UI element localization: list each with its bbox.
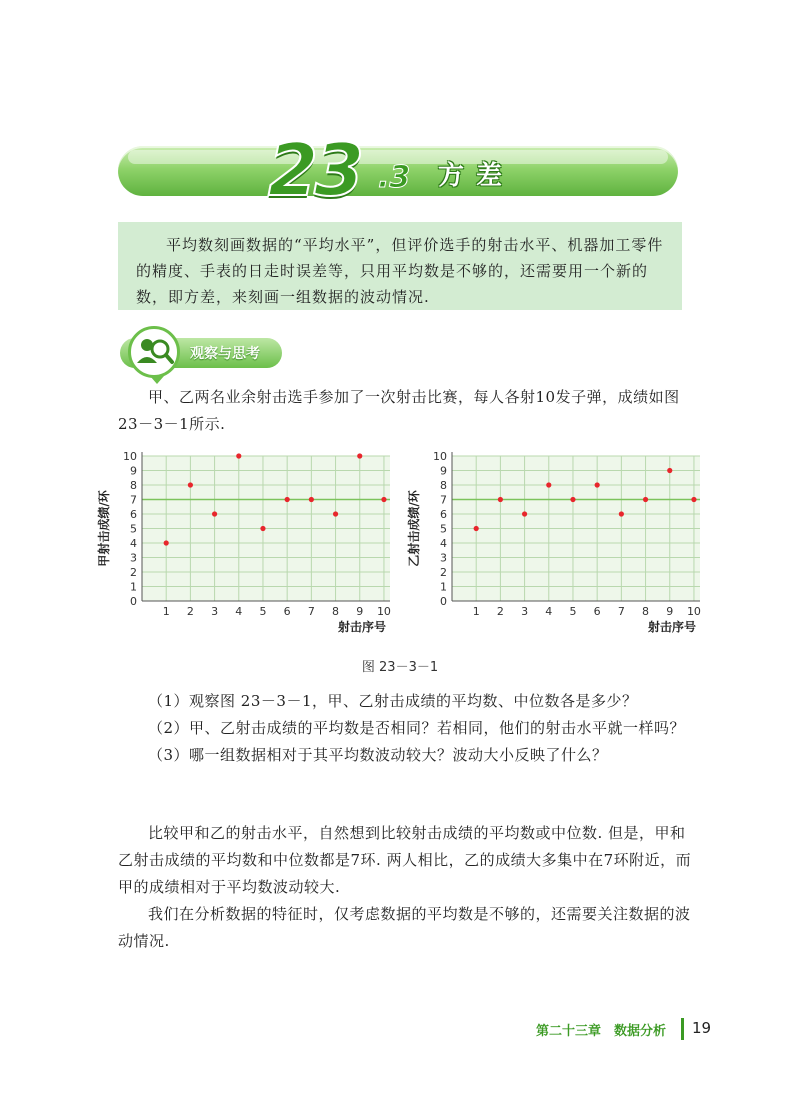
section-subnumber: .3 <box>378 160 411 195</box>
x-tick-label: 5 <box>569 605 577 618</box>
y-tick-label: 9 <box>440 464 447 478</box>
tag-label: 观察与思考 <box>190 346 260 362</box>
problem-paragraph <box>118 384 698 438</box>
body-paragraph-2: 我们在分析数据的特征时，仅考虑数据的平均数是不够的，还需要关注数据的波动情况. <box>118 905 691 950</box>
questions-block <box>118 688 698 769</box>
data-point <box>474 526 479 531</box>
question-2: （2）甲、乙射击成绩的平均数是否相同？若相同，他们的射击水平就一样吗？ <box>148 719 686 737</box>
y-tick-label: 6 <box>130 508 137 521</box>
y-tick-label: 10 <box>433 450 447 463</box>
x-tick-label: 8 <box>642 605 650 618</box>
tag-circle <box>128 326 180 378</box>
data-point <box>357 453 362 458</box>
data-point <box>212 511 217 516</box>
y-tick-label: 2 <box>440 566 447 579</box>
x-tick-label: 8 <box>332 605 340 618</box>
y-axis-label: 甲射击成绩/环 <box>97 490 111 567</box>
y-tick-label: 6 <box>440 508 447 521</box>
footer-divider <box>681 1018 684 1040</box>
intro-text: 平均数刻画数据的“平均水平”，但评价选手的射击水平、机器加工零件的精度、手表的日走时误差等，只用平均数是不够的，还需要用一个新的数，即方差，来刻画一组数据的波动情况. <box>136 236 664 306</box>
magnifier-people-icon <box>131 329 177 375</box>
y-tick-label: 3 <box>130 551 137 565</box>
y-tick-label: 7 <box>130 493 137 507</box>
y-tick-label: 1 <box>440 580 447 594</box>
y-tick-label: 4 <box>440 537 447 550</box>
body-block <box>118 820 698 955</box>
data-point <box>498 497 503 502</box>
x-tick-label: 9 <box>356 605 364 618</box>
tag-arrow-icon <box>150 376 164 384</box>
y-tick-label: 7 <box>440 493 447 507</box>
x-tick-label: 2 <box>496 605 504 618</box>
y-tick-label: 0 <box>130 595 137 608</box>
x-tick-label: 7 <box>307 605 315 618</box>
data-point <box>643 497 648 502</box>
data-point <box>522 511 527 516</box>
chart-yi <box>402 446 714 636</box>
intro-box <box>118 222 682 310</box>
x-tick-label: 3 <box>211 605 219 618</box>
x-axis-label: 射击序号 <box>337 620 386 634</box>
y-tick-label: 4 <box>130 537 137 550</box>
y-tick-label: 0 <box>440 595 447 608</box>
footer-chapter: 第二十三章 数据分析 <box>536 1024 667 1039</box>
body-paragraph-1: 比较甲和乙的射击水平，自然想到比较射击成绩的平均数或中位数. 但是，甲和乙射击成绩的平均数和中位数都是7环. 两人相比，乙的成绩大多集中在7环附近，而甲的成绩相对于平均数波动较大. <box>118 824 692 896</box>
data-point <box>285 497 290 502</box>
data-point <box>164 540 169 545</box>
figure-caption: 图 23－3－1 <box>361 660 439 675</box>
problem-text: 甲、乙两名业余射击选手参加了一次射击比赛，每人各射10发子弹，成绩如图23－3－1所示. <box>118 388 680 433</box>
data-point <box>546 482 551 487</box>
data-point <box>619 511 624 516</box>
y-tick-label: 8 <box>130 479 137 492</box>
data-point <box>236 453 241 458</box>
data-point <box>570 497 575 502</box>
x-tick-label: 7 <box>617 605 625 618</box>
data-point <box>188 482 193 487</box>
data-point <box>381 497 386 502</box>
page-number: 19 <box>692 1019 712 1037</box>
x-tick-label: 9 <box>666 605 674 618</box>
data-point <box>691 497 696 502</box>
y-tick-label: 2 <box>130 566 137 579</box>
x-tick-label: 1 <box>162 605 170 618</box>
section-title: 方差 <box>438 161 515 191</box>
chart-jia <box>92 446 404 636</box>
x-tick-label: 3 <box>521 605 529 618</box>
data-point <box>595 482 600 487</box>
x-tick-label: 10 <box>686 605 701 618</box>
question-3: （3）哪一组数据相对于其平均数波动较大？波动大小反映了什么？ <box>148 746 608 764</box>
y-tick-label: 5 <box>440 522 447 536</box>
y-tick-label: 5 <box>130 522 137 536</box>
x-axis-label: 射击序号 <box>647 620 696 634</box>
x-tick-label: 2 <box>186 605 194 618</box>
data-point <box>667 468 672 473</box>
x-tick-label: 4 <box>545 605 553 618</box>
y-tick-label: 10 <box>123 450 137 463</box>
y-axis-label: 乙射击成绩/环 <box>407 490 421 567</box>
x-tick-label: 10 <box>376 605 391 618</box>
x-tick-label: 1 <box>472 605 480 618</box>
data-point <box>309 497 314 502</box>
y-tick-label: 9 <box>130 464 137 478</box>
question-1: （1）观察图 23－3－1，甲、乙射击成绩的平均数、中位数各是多少？ <box>148 692 638 710</box>
data-point <box>333 511 338 516</box>
x-tick-label: 6 <box>283 605 291 618</box>
y-tick-label: 8 <box>440 479 447 492</box>
x-tick-label: 6 <box>593 605 601 618</box>
x-tick-label: 5 <box>259 605 267 618</box>
data-point <box>260 526 265 531</box>
x-tick-label: 4 <box>235 605 243 618</box>
y-tick-label: 3 <box>440 551 447 565</box>
y-tick-label: 1 <box>130 580 137 594</box>
section-number: 23 <box>268 128 361 212</box>
